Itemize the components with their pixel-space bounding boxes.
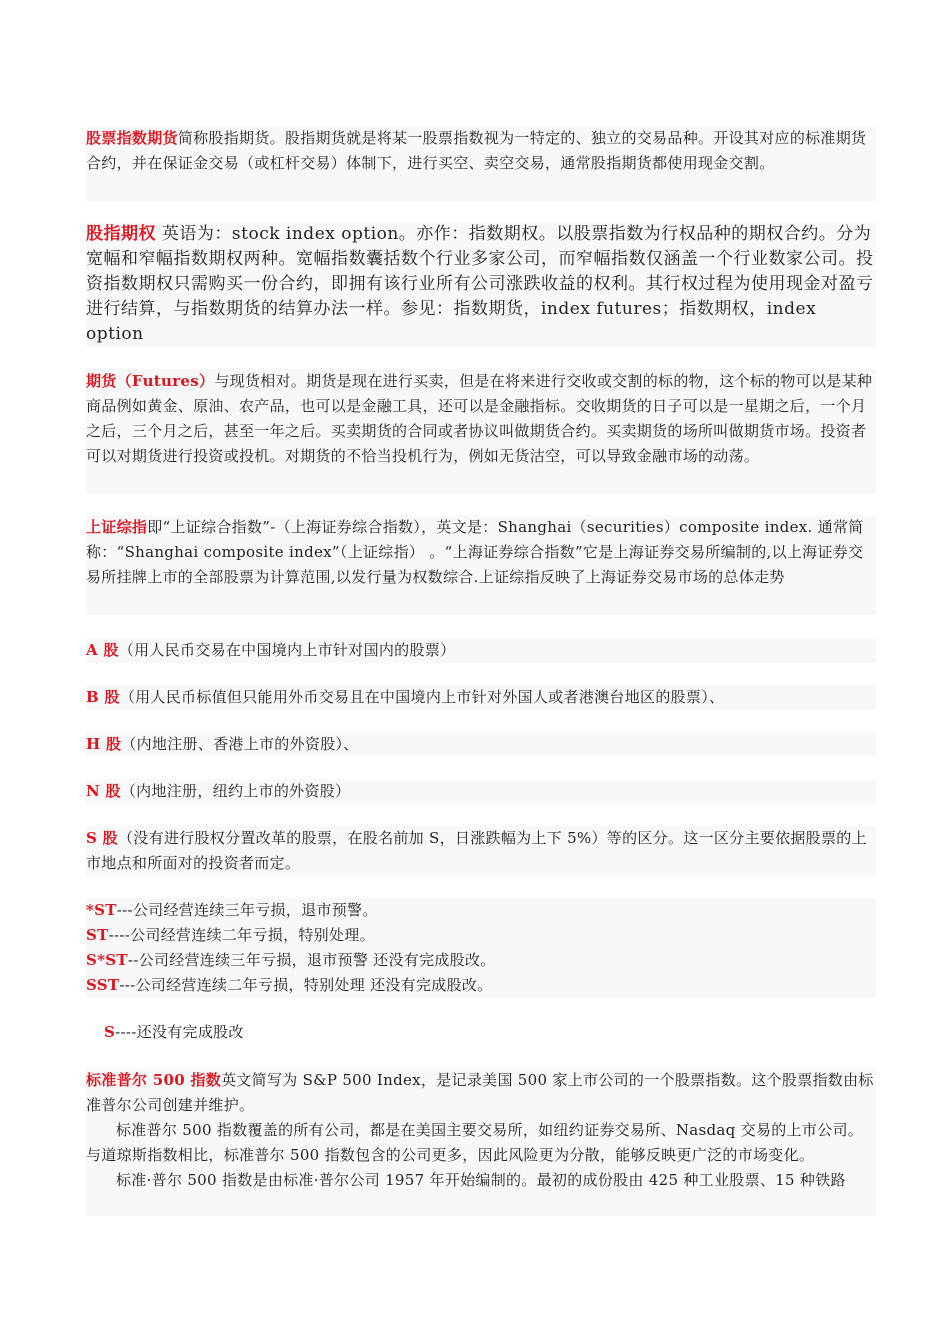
paragraph [86,638,876,663]
paragraph [104,1020,876,1045]
paragraph [86,1068,876,1118]
term-definition: （内地注册、香港上市的外资股）、 [121,735,359,753]
term-definition: 简称股指期货。股指期货就是将某一股票指数视为一特定的、独立的交易品种。开设其对应的标准期货合约，并在保证金交易（或杠杆交易）体制下，进行买空、卖空交易，通常股指期货都使用现金交割。 [86,129,867,172]
term-heading: S 股 [86,829,118,847]
term-definition: 即“上证综合指数”-（上海证券综合指数），英文是：Shanghai（securities）composite index. 通常简称：“Shanghai composite index”（上证综指） 。“上海证券综合指数”它是上海证券交易所编制的,以上海证券交易所挂牌上市的全部股票为计算范围,以发行量为权数综合.上证综指反映了上海证券交易市场的总体走势 [86,518,864,586]
section-s-line [104,1020,876,1045]
paragraph [86,515,876,590]
section-index-option [86,222,876,347]
paragraph [86,779,876,804]
section-h-share [86,732,876,757]
paragraph: 标准·普尔 500 指数是由标准·普尔公司 1957 年开始编制的。最初的成份股由 425 种工业股票、15 种铁路 [116,1171,846,1189]
term-heading: 股指期权 [86,224,156,244]
term-definition: 英语为：stock index option。亦作：指数期权。以股票指数为行权品种的期权合约。分为宽幅和窄幅指数期权两种。宽幅指数囊括数个行业多家公司，而窄幅指数仅涵盖一个行业数家公司。投资指数期权只需购买一份合约，即拥有该行业所有公司涨跌收益的权利。其行权过程为使用现金对盈亏进行结算，与指数期货的结算办法一样。参见：指数期货，index futures；指数期权，index option [86,224,874,344]
term-definition: （内地注册，纽约上市的外资股） [120,782,351,800]
term-heading: S [104,1023,116,1041]
section-st-list [86,898,876,998]
term-definition: （没有进行股权分置改革的股票，在股名前加 S，日涨跌幅为上下 5%）等的区分。这一区分主要依据股票的上市地点和所面对的投资者而定。 [86,829,867,872]
term-definition: （用人民币标值但只能用外币交易且在中国境内上市针对外国人或者港澳台地区的股票）、 [119,688,725,706]
section-s-share [86,826,876,876]
term-heading: 股票指数期货 [86,129,178,147]
section-sp500 [86,1068,876,1216]
term-definition: --公司经营连续三年亏损，退市预警 还没有完成股改。 [127,951,496,969]
term-heading: ST [86,926,109,944]
paragraph [86,126,876,176]
paragraph [86,826,876,876]
section-shanghai-composite [86,515,876,615]
paragraph [86,732,876,757]
paragraph [86,222,876,347]
list-item [86,948,876,973]
section-n-share [86,779,876,804]
term-heading: 标准普尔 500 指数 [86,1071,222,1089]
term-heading: B 股 [86,688,120,706]
term-definition: （用人民币交易在中国境内上市针对国内的股票） [118,641,456,659]
list-item [86,973,876,998]
term-heading: S*ST [86,951,128,969]
term-heading: H 股 [86,735,122,753]
list-item [86,898,876,923]
section-stock-index-futures [86,126,876,201]
term-definition: ----还没有完成股改 [115,1023,244,1041]
section-a-share [86,638,876,663]
paragraph [86,369,876,469]
term-heading: N 股 [86,782,121,800]
term-heading: SST [86,976,120,994]
term-heading: 期货（Futures） [86,372,215,390]
term-definition: ---公司经营连续三年亏损，退市预警。 [116,901,378,919]
term-definition: 英文简写为 S&P 500 Index，是记录美国 500 家上市公司的一个股票指数。这个股票指数由标准普尔公司创建并维护。 [86,1071,874,1114]
paragraph [86,685,876,710]
term-definition: 与现货相对。期货是现在进行买卖，但是在将来进行交收或交割的标的物，这个标的物可以是某种商品例如黄金、原油、农产品，也可以是金融工具，还可以是金融指标。交收期货的日子可以是一星期之后，一个月之后，三个月之后，甚至一年之后。买卖期货的合同或者协议叫做期货合约。买卖期货的场所叫做期货市场。投资者可以对期货进行投资或投机。对期货的不恰当投机行为，例如无货沽空，可以导致金融市场的动荡。 [86,372,873,465]
list-item [86,923,876,948]
term-heading: A 股 [86,641,119,659]
section-b-share [86,685,876,710]
section-futures [86,369,876,494]
term-definition: ---公司经营连续二年亏损，特别处理 还没有完成股改。 [119,976,493,994]
term-heading: *ST [86,901,117,919]
term-heading: 上证综指 [86,518,148,536]
paragraph: 标准普尔 500 指数覆盖的所有公司，都是在美国主要交易所，如纽约证券交易所、Nasdaq 交易的上市公司。与道琼斯指数相比，标准普尔 500 指数包含的公司更多，因此风险更为分散，能够反映更广泛的市场变化。 [86,1121,864,1164]
term-definition: ----公司经营连续二年亏损，特别处理。 [108,926,375,944]
